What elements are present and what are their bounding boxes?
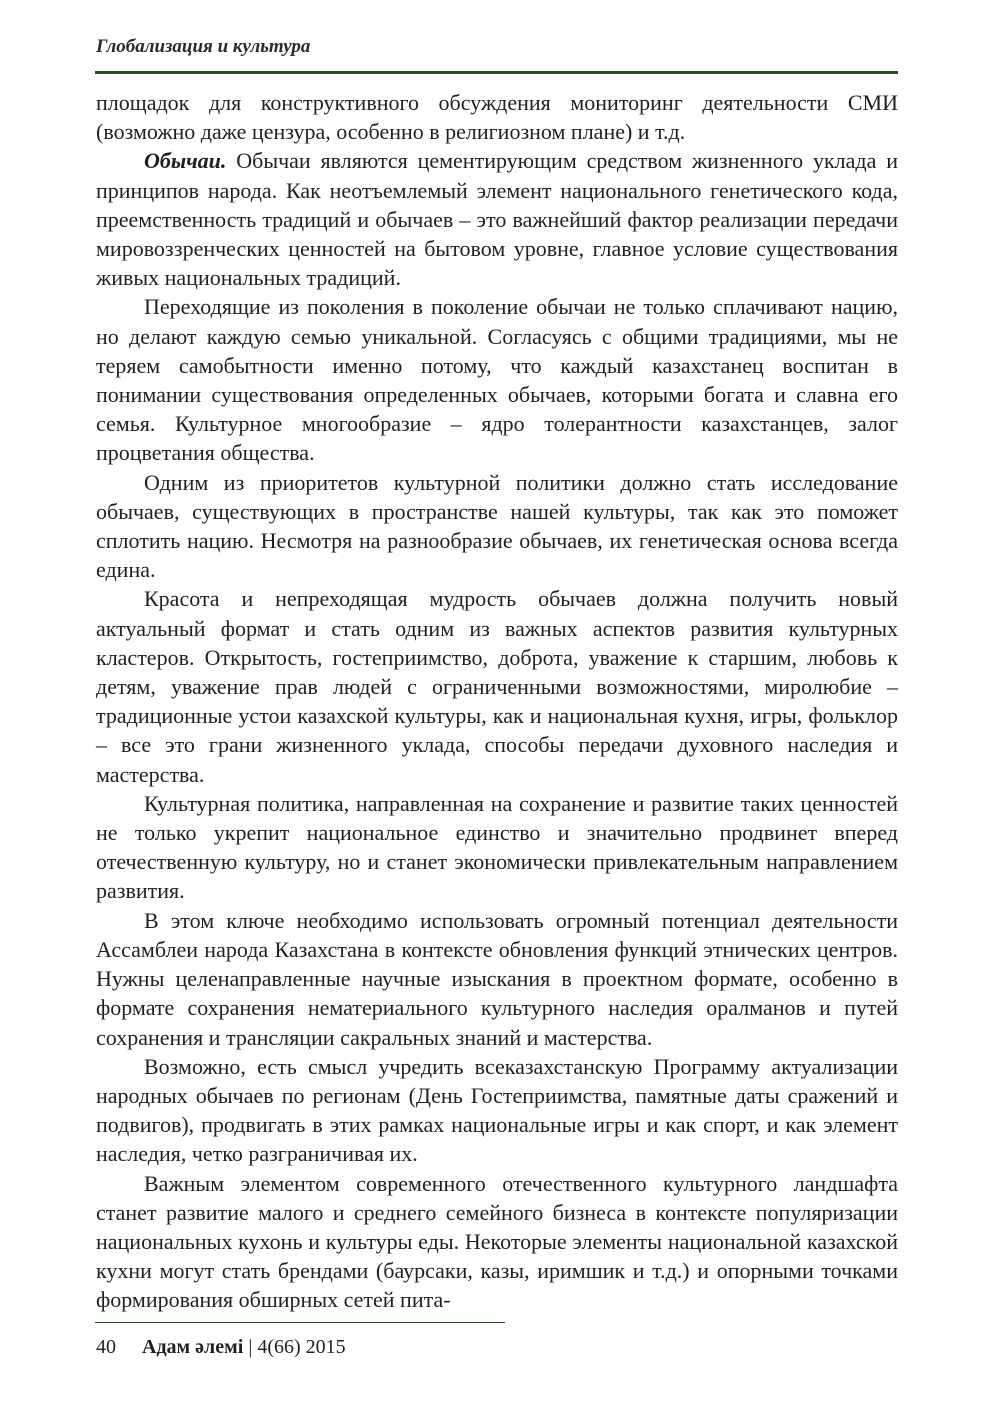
- paragraph: Возможно, есть смысл учредить всеказахстанскую Программу актуализации народных обычаев по регионам (День Гостеприимства, памятные даты сражений и подвигов), продвигать в этих рамках национальные игры и как спорт, и как элемент наследия, четко разграничивая их.: [96, 1053, 898, 1167]
- paragraph: площадок для конструктивного обсуждения мониторинг деятельности СМИ (возможно даже цензура, особенно в религиозном плане) и т.д.: [96, 90, 898, 145]
- paragraph: Культурная политика, направленная на сохранение и развитие таких ценностей не только укрепит национальное единство и значительно продвинет вперед отечественную культуру, но и станет экономически привлекательным направлением развития.: [96, 790, 898, 904]
- paragraph-text: Обычаи являются цементирующим средством жизненного уклада и принципов народа. Как неотъемлемый элемент национального генетического кода, преемственность традиций и обычаев – это важнейший фактор реализации передачи мировоззренческих ценностей на бытовом уровне, главное условие существования живых национальных традиций.: [96, 148, 898, 291]
- paragraph: Переходящие из поколения в поколение обычаи не только сплачивают нацию, но делают каждую семью уникальной. Согласуясь с общими традициями, мы не теряем самобытности именно потому, что каждый казахстанец воспитан в понимании существования определенных обычаев, которыми богата и славна его семья. Культурное многообразие – ядро толерантности казахстанцев, залог процветания общества.: [96, 294, 898, 466]
- paragraph: В этом ключе необходимо использовать огромный потенциал деятельности Ассамблеи народа Казахстана в контексте обновления функций этнических центров. Нужны целенаправленные научные изыскания в проектном формате, особенно в формате сохранения нематериального культурного наследия оралманов и путей сохранения и трансляции сакральных знаний и мастерства.: [96, 907, 898, 1050]
- page-number: 40: [96, 1336, 116, 1358]
- running-head: Глобализация и культура: [96, 36, 311, 57]
- article-body: [96, 88, 898, 1315]
- journal-name: Адам әлемі: [142, 1336, 244, 1358]
- header-rule: [95, 71, 898, 74]
- paragraph: Одним из приоритетов культурной политики должно стать исследование обычаев, существующих в пространстве нашей культуры, так как это поможет сплотить нацию. Несмотря на разнообразие обычаев, их генетическая основа всегда едина.: [96, 469, 898, 583]
- journal-issue: 4(66) 2015: [257, 1336, 346, 1358]
- lead-term: Обычаи.: [144, 148, 227, 174]
- page-footer: [96, 1336, 346, 1359]
- footer-rule: [95, 1322, 505, 1323]
- footer-separator: |: [243, 1336, 258, 1358]
- paragraph: Важным элементом современного отечественного культурного ландшафта станет развитие малого и среднего семейного бизнеса в контексте популяризации национальных кухонь и культуры еды. Некоторые элементы национальной казахской кухни могут стать брендами (баурсаки, казы, иримшик и т.д.) и опорными точками формирования обширных сетей пита-: [96, 1170, 898, 1313]
- paragraph: Красота и непреходящая мудрость обычаев должна получить новый актуальный формат и стать одним из важных аспектов развития культурных кластеров. Открытость, гостеприимство, доброта, уважение к старшим, любовь к детям, уважение прав людей с ограниченными возможностями, миролюбие – традиционные устои казахской культуры, как и национальная кухня, игры, фольклор – все это грани жизненного уклада, способы передачи духовного наследия и мастерства.: [96, 586, 898, 787]
- paragraph: [96, 146, 898, 292]
